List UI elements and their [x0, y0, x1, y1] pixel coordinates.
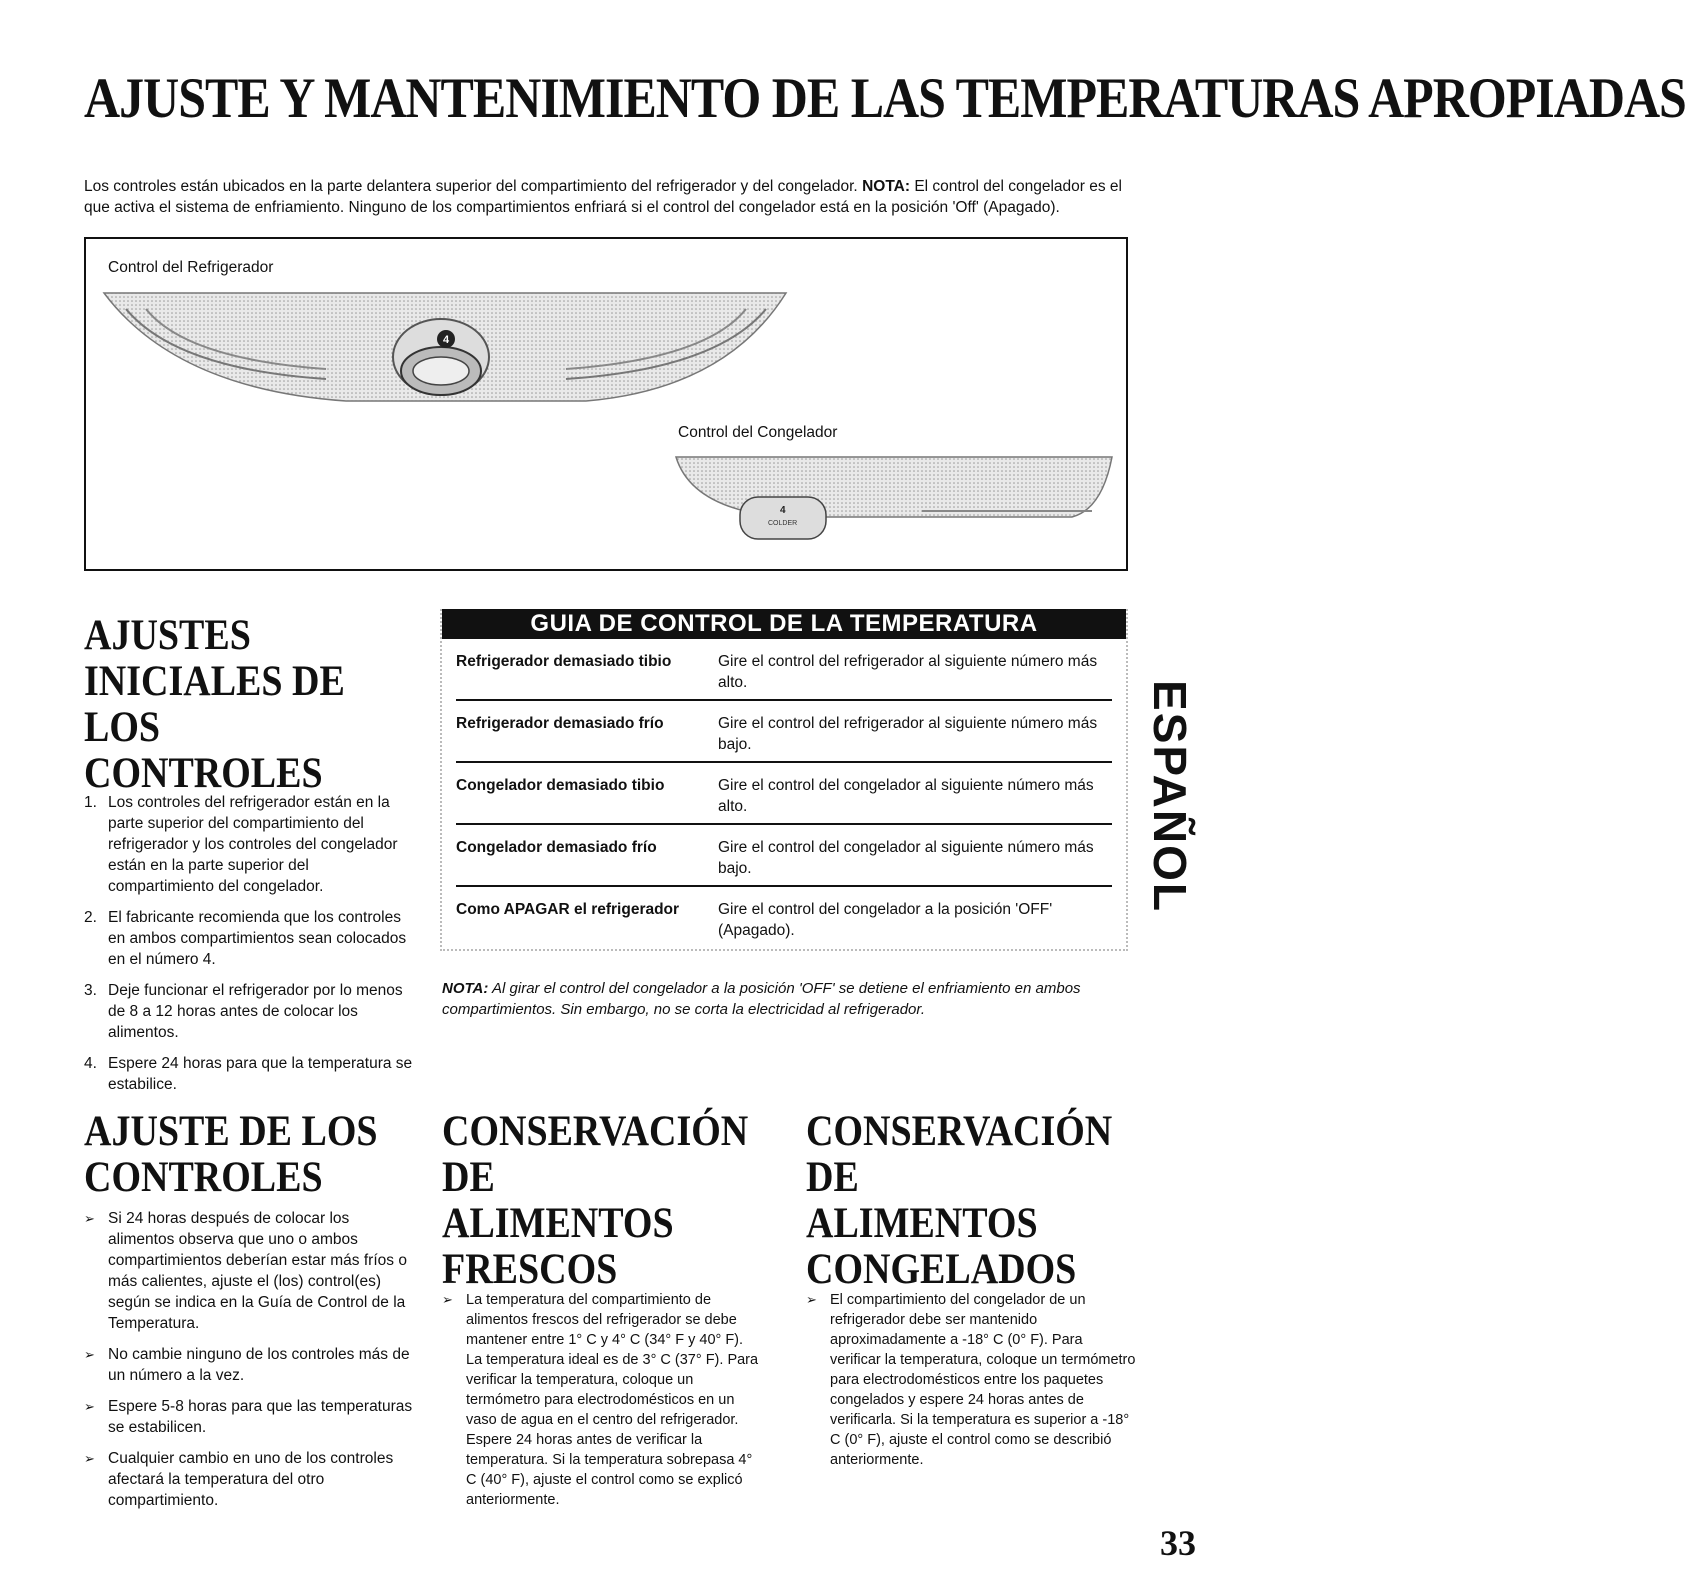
list-item: 3. Deje funcionar el refrigerador por lo menos de 8 a 12 horas antes de colocar los alimentos.	[84, 982, 403, 1041]
guide-note-label: NOTA:	[442, 980, 489, 997]
bullet-arrow-icon: ➢	[84, 1399, 95, 1414]
refrigerator-control-illustration	[86, 279, 806, 419]
frozen-food-list	[806, 1290, 1136, 1470]
frozen-title-line-1: CONSERVACIÓN DE	[806, 1106, 1113, 1202]
list-item: 2. El fabricante recomienda que los controles en ambos compartimientos sean colocados en el número 4.	[84, 909, 407, 968]
intro-text-2: El control del congelador es el que activa el sistema de enfriamiento. Ninguno de los compartimientos enfriará si el control del congelador está en la posición 'Off' (Apagado).	[84, 178, 1122, 216]
frozen-food-title	[806, 1108, 1136, 1292]
table-row: Congelador demasiado tibio Gire el control del congelador al siguiente número más alto.	[456, 763, 1112, 825]
bullet-arrow-icon: ➢	[84, 1451, 95, 1466]
initial-title-line-2: CONTROLES	[84, 748, 323, 798]
frozen-food-section	[806, 1108, 1136, 1480]
fresh-food-list	[442, 1290, 762, 1510]
guide-note-text: Al girar el control del congelador a la posición 'OFF' se detiene el enfriamiento en ambos compartimientos. Sin embargo, no se corta la electricidad al refrigerador.	[442, 980, 1081, 1018]
refrigerator-dial-number: 4	[442, 334, 450, 346]
list-item: ➢ La temperatura del compartimiento de alimentos frescos del refrigerador se debe mantener entre 1° C y 4° C (34° F y 40° F). La temperatura ideal es de 3° C (37° F). Para verificar la temperatura, coloque un termómetro para electrodomésticos en un vaso de agua en el centro del refrigerador. Espere 24 horas antes de verificar la temperatura. Si la temperatura sobrepasa 4° C (40° F), ajuste el control como se explicó anteriormente.	[442, 1292, 759, 1508]
controls-diagram	[84, 237, 1128, 571]
guide-note	[442, 978, 1132, 1020]
table-row: Refrigerador demasiado frío Gire el control del refrigerador al siguiente número más bajo.	[456, 701, 1112, 763]
initial-settings-section	[84, 612, 414, 1105]
list-item: ➢ El compartimiento del congelador de un refrigerador debe ser mantenido aproximadamente a -18° C (0° F). Para verificar la temperatura, coloque un termómetro para electrodomésticos entre los paquetes congelados y espere 24 horas antes de verificarla. Si la temperatura es superior a -18° C (0° F), ajuste el control como se describió anteriormente.	[806, 1292, 1136, 1468]
freezer-control-illustration	[672, 449, 1120, 559]
fresh-title-line-1: CONSERVACIÓN DE	[442, 1106, 749, 1202]
initial-settings-title	[84, 612, 414, 796]
page-title: AJUSTE Y MANTENIMIENTO DE LAS TEMPERATURAS APROPIADAS	[84, 65, 1686, 130]
fresh-food-title	[442, 1108, 762, 1292]
intro-paragraph	[84, 176, 1134, 218]
list-item: 4. Espere 24 horas para que la temperatura se estabilice.	[84, 1055, 413, 1093]
bullet-arrow-icon: ➢	[806, 1292, 817, 1307]
list-item: ➢ Espere 5-8 horas para que las temperaturas se estabilicen.	[84, 1398, 413, 1436]
adjust-controls-title: AJUSTE DE LOS CONTROLES	[84, 1106, 378, 1202]
list-item: ➢ No cambie ninguno de los controles más de un número a la vez.	[84, 1346, 410, 1384]
freezer-dial-text: COLDER	[768, 520, 798, 527]
table-row: Congelador demasiado frío Gire el control del congelador al siguiente número más bajo.	[456, 825, 1112, 887]
intro-note-label: NOTA:	[862, 178, 910, 195]
adjust-controls-section	[84, 1108, 414, 1521]
intro-text-1: Los controles están ubicados en la parte delantera superior del compartimiento del refrigerador y del congelador.	[84, 178, 858, 195]
list-item: ➢ Si 24 horas después de colocar los alimentos observa que uno o ambos compartimientos deberían estar más fríos o más calientes, ajuste el (los) control(es) según se indica en la Guía de Control de la Temperatura.	[84, 1210, 407, 1332]
list-item: 1. Los controles del refrigerador están en la parte superior del compartimiento del refrigerador y los controles del congelador están en la parte superior del compartimiento del congelador.	[84, 794, 398, 895]
page-number: 33	[1160, 1523, 1196, 1563]
list-item: ➢ Cualquier cambio en uno de los controles afectará la temperatura del otro compartimiento.	[84, 1450, 394, 1509]
fresh-food-section	[442, 1108, 762, 1520]
fresh-title-line-2: ALIMENTOS FRESCOS	[442, 1198, 674, 1294]
initial-settings-list	[84, 792, 414, 1095]
adjust-controls-list	[84, 1208, 414, 1511]
freezer-dial-number: 4	[780, 505, 786, 516]
bullet-arrow-icon: ➢	[442, 1292, 453, 1307]
guide-title: GUIA DE CONTROL DE LA TEMPERATURA	[442, 609, 1126, 639]
initial-title-line-1: AJUSTES INICIALES DE LOS	[84, 610, 345, 752]
bullet-arrow-icon: ➢	[84, 1211, 95, 1226]
frozen-title-line-2: ALIMENTOS CONGELADOS	[806, 1198, 1077, 1294]
label-freezer-control: Control del Congelador	[678, 424, 838, 441]
table-row: Refrigerador demasiado tibio Gire el control del refrigerador al siguiente número más alto.	[456, 639, 1112, 701]
label-refrigerator-control: Control del Refrigerador	[108, 259, 274, 276]
bullet-arrow-icon: ➢	[84, 1347, 95, 1362]
temperature-guide-table	[440, 609, 1128, 951]
table-row: Como APAGAR el refrigerador Gire el control del congelador a la posición 'OFF' (Apagado).	[456, 901, 1053, 939]
